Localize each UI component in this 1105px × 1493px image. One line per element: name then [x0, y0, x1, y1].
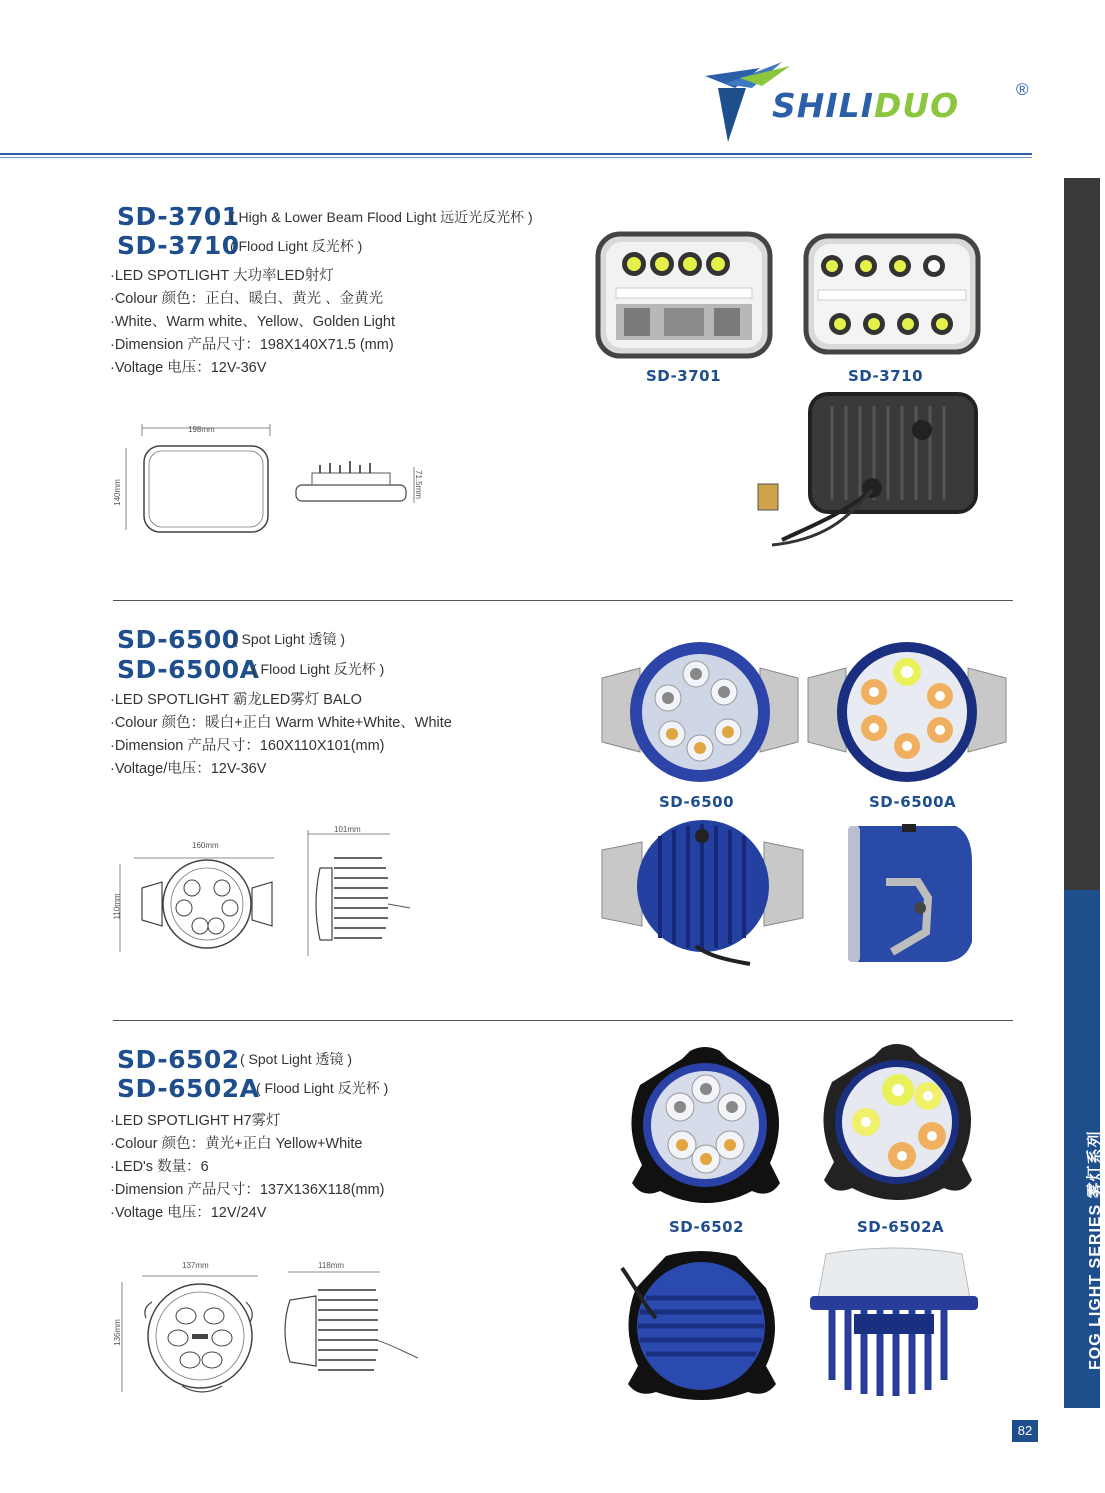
spec-list [110, 1110, 385, 1225]
dimension-drawing-side [288, 455, 423, 515]
spec-item: ·LED SPOTLIGHT 大功率LED射灯 [110, 268, 334, 284]
side-tab-dark [1064, 178, 1100, 890]
product-photo-back [600, 822, 805, 967]
photo-caption: SD-3710 [848, 367, 924, 385]
model-code: SD-6502A [117, 1074, 260, 1103]
photo-caption: SD-3701 [646, 367, 722, 385]
model-desc: ( Spot Light 透镜 ) [233, 631, 346, 647]
dim-depth-label: 71.5mm [413, 470, 423, 499]
product-photo-sd6500 [600, 640, 800, 790]
header-rule-thin [0, 157, 1032, 158]
spec-item: ·Voltage/电压：12V-36V [110, 761, 267, 777]
dim-width-label: 160mm [192, 841, 219, 850]
spec-item: ·Dimension 产品尺寸：137X136X118(mm) [110, 1182, 385, 1198]
model-code: SD-6500A [117, 655, 260, 684]
model-code: SD-6502 [117, 1045, 240, 1074]
spec-item: ·Colour 颜色：暖白+正白 Warm White+White、White [110, 715, 452, 731]
spec-item: ·Voltage 电压：12V/24V [110, 1205, 267, 1221]
spec-list [110, 689, 452, 781]
dim-height-label: 140mm [112, 479, 122, 506]
spec-item: ·LED SPOTLIGHT H7雾灯 [110, 1113, 281, 1129]
page-number: 82 [1012, 1420, 1038, 1442]
model-desc: ( High & Lower Beam Flood Light 远近光反光杯 ) [230, 209, 533, 225]
product-photo-sd6502a [812, 1042, 982, 1207]
dim-width-label: 137mm [182, 1261, 209, 1270]
dim-height-label: 136mm [112, 1319, 122, 1346]
product-photo-back [616, 1248, 786, 1398]
product-photo-sd3701 [594, 230, 774, 360]
model-desc: ( Spot Light 透镜 ) [240, 1051, 353, 1067]
dimension-drawing-front [112, 420, 282, 540]
model-desc: ( Flood Light 反光杯 ) [230, 238, 363, 254]
spec-item: ·Dimension 产品尺寸：198X140X71.5 (mm) [110, 337, 394, 353]
photo-caption: SD-6500 [659, 793, 735, 811]
product-photo-back [752, 390, 982, 550]
section-divider [113, 1020, 1013, 1021]
section-divider [113, 600, 1013, 601]
model-code: SD-6500 [117, 625, 240, 654]
spec-item: ·Colour 颜色：黄光+正白 Yellow+White [110, 1136, 363, 1152]
dimension-drawing-front [112, 1268, 272, 1398]
product-photo-sd6500a [806, 640, 1008, 790]
dimension-drawing-side [280, 1270, 420, 1390]
spec-item: ·Voltage 电压：12V-36V [110, 360, 267, 376]
dim-height-label: 110mm [112, 893, 122, 920]
dimension-drawing-front [112, 848, 282, 960]
product-photo-side [804, 1248, 984, 1398]
photo-caption: SD-6500A [869, 793, 957, 811]
side-tab-label: FOG LIGHT SERIES 雾灯系列 [1087, 1130, 1104, 1370]
dim-width-label: 198mm [188, 425, 215, 434]
product-photo-sd3710 [802, 232, 982, 356]
model-desc: ( Flood Light 反光杯 ) [252, 661, 385, 677]
model-desc: ( Flood Light 反光杯 ) [256, 1080, 389, 1096]
spec-list [110, 265, 395, 380]
dimension-drawing-side [302, 828, 417, 960]
spec-item: ·White、Warm white、Yellow、Golden Light [110, 314, 396, 330]
dim-depth-label: 118mm [318, 1261, 345, 1270]
dim-depth-label: 101mm [334, 825, 361, 834]
spec-item: ·Colour 颜色：正白、暖白、黄光 、金黄光 [110, 291, 384, 307]
photo-caption: SD-6502A [857, 1218, 945, 1236]
model-code: SD-3701 [117, 202, 240, 231]
spec-item: ·Dimension 产品尺寸：160X110X101(mm) [110, 738, 385, 754]
product-photo-side [846, 822, 976, 967]
photo-caption: SD-6502 [669, 1218, 745, 1236]
header-rule [0, 153, 1032, 155]
brand-logo-text: SHILIDUO [772, 86, 960, 125]
registered-mark: ® [1016, 80, 1029, 99]
spec-item: ·LED SPOTLIGHT 霸龙LED雾灯 BALO [110, 692, 362, 708]
model-code: SD-3710 [117, 231, 240, 260]
spec-item: ·LED's 数量：6 [110, 1159, 209, 1175]
product-photo-sd6502 [620, 1045, 790, 1210]
